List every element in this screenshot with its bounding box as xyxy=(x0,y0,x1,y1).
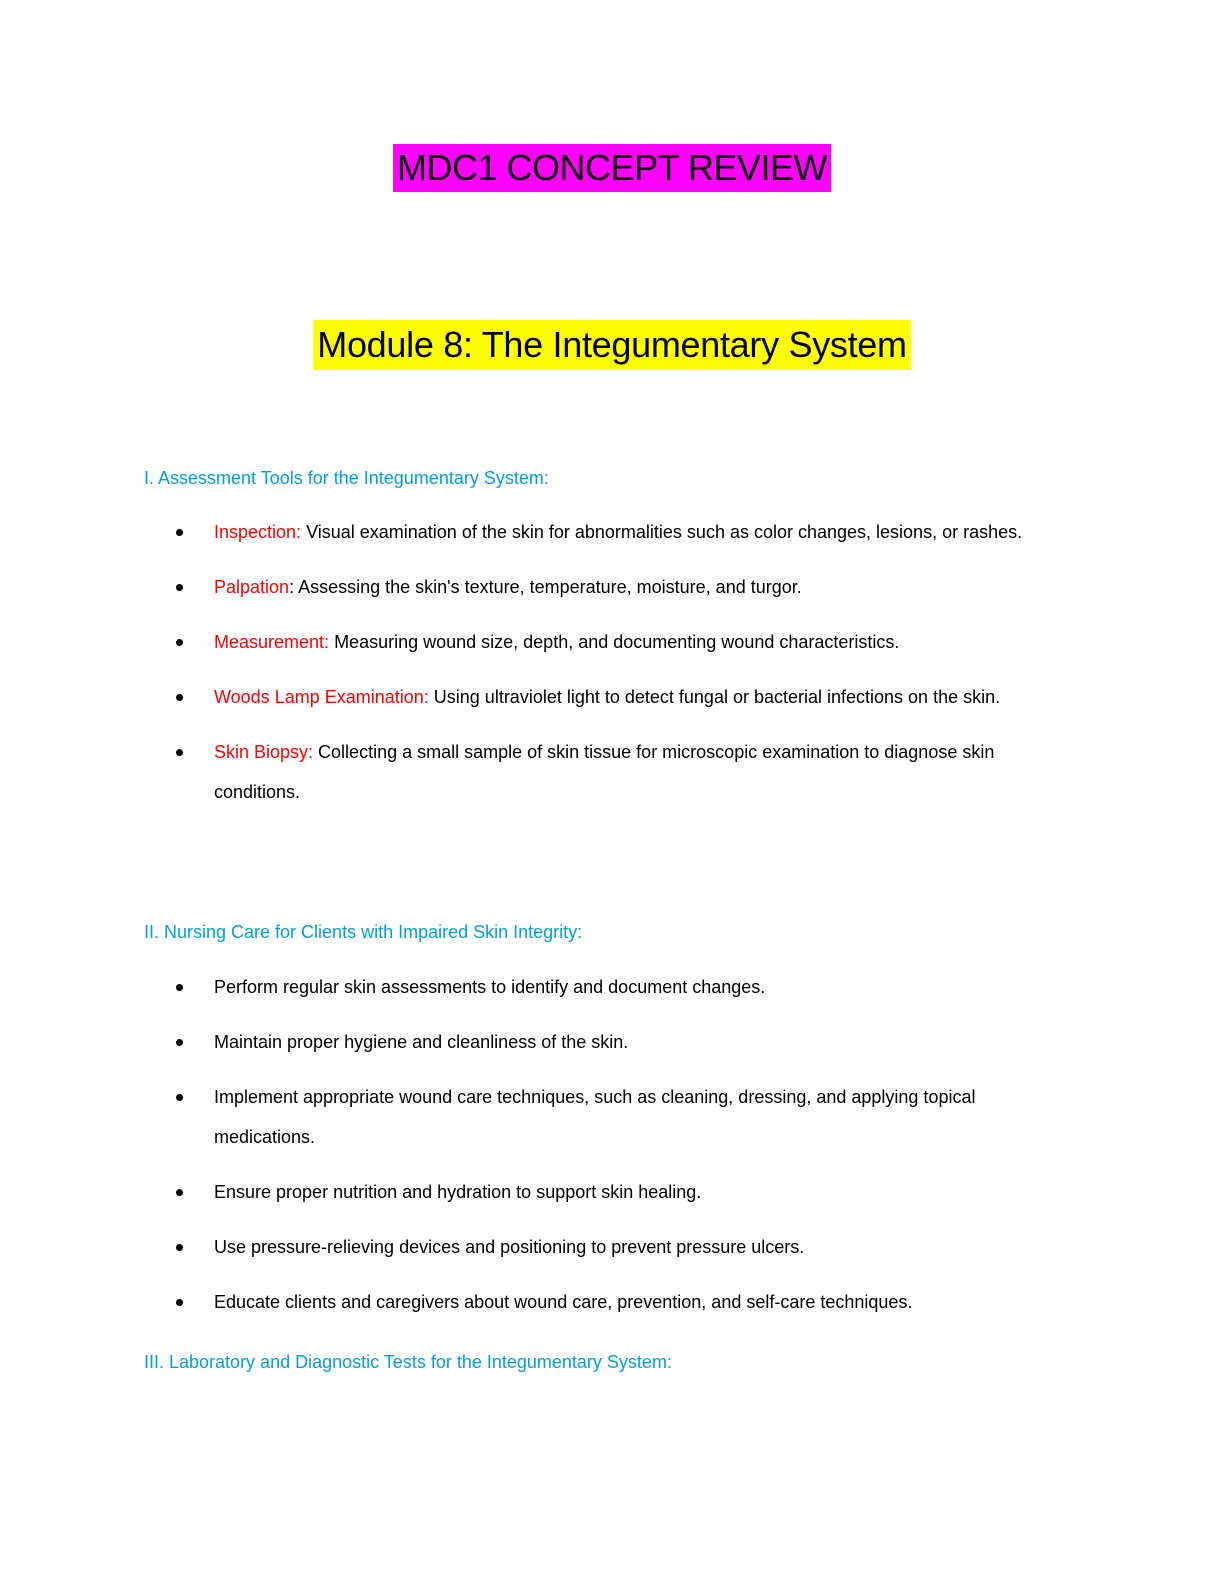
item-text: Collecting a small sample of skin tissue for microscopic examination to diagnose skin conditions. xyxy=(214,742,995,802)
bullet-icon xyxy=(176,984,183,991)
module-title: Module 8: The Integumentary System xyxy=(313,320,910,370)
bullet-icon xyxy=(176,694,183,701)
bullet-icon xyxy=(176,1189,183,1196)
bullet-icon xyxy=(176,749,183,756)
list-item xyxy=(174,1022,1074,1062)
item-text: Educate clients and caregivers about wound care, prevention, and self-care techniques. xyxy=(214,1292,913,1312)
document-title: MDC1 CONCEPT REVIEW xyxy=(393,144,831,192)
list-item xyxy=(174,967,1074,1007)
list-item xyxy=(174,512,1074,552)
term-label: Woods Lamp Examination: xyxy=(214,687,429,707)
list-item xyxy=(174,1172,1074,1212)
term-label: Skin Biopsy: xyxy=(214,742,314,762)
assessment-tools-list xyxy=(174,512,1074,812)
nursing-care-list xyxy=(174,967,1074,1322)
item-text: : Assessing the skin's texture, temperature, moisture, and turgor. xyxy=(289,577,802,597)
item-text: Using ultraviolet light to detect fungal or bacterial infections on the skin. xyxy=(428,687,1001,707)
bullet-icon xyxy=(176,1039,183,1046)
section-heading-lab-tests: III. Laboratory and Diagnostic Tests for the Integumentary System: xyxy=(144,1352,672,1372)
list-item xyxy=(174,1077,1074,1157)
item-text: Implement appropriate wound care techniques, such as cleaning, dressing, and applying topical medications. xyxy=(214,1087,976,1147)
bullet-icon xyxy=(176,1094,183,1101)
item-text: Perform regular skin assessments to identify and document changes. xyxy=(214,977,766,997)
item-text: Measuring wound size, depth, and documenting wound characteristics. xyxy=(329,632,900,652)
list-item xyxy=(174,732,1074,812)
list-item xyxy=(174,1227,1074,1267)
module-title-wrap xyxy=(0,320,1224,370)
section-heading-nursing-care: II. Nursing Care for Clients with Impaired Skin Integrity: xyxy=(144,922,583,942)
section-heading-assessment-tools: I. Assessment Tools for the Integumentary System: xyxy=(144,468,549,488)
item-text: Maintain proper hygiene and cleanliness of the skin. xyxy=(214,1032,629,1052)
bullet-icon xyxy=(176,584,183,591)
list-item xyxy=(174,567,1074,607)
list-item xyxy=(174,677,1074,717)
list-item xyxy=(174,1282,1074,1322)
item-text: Ensure proper nutrition and hydration to support skin healing. xyxy=(214,1182,702,1202)
bullet-icon xyxy=(176,1299,183,1306)
term-label: Inspection: xyxy=(214,522,302,542)
bullet-icon xyxy=(176,639,183,646)
bullet-icon xyxy=(176,1244,183,1251)
list-item xyxy=(174,622,1074,662)
item-text: Use pressure-relieving devices and positioning to prevent pressure ulcers. xyxy=(214,1237,805,1257)
item-text: Visual examination of the skin for abnormalities such as color changes, lesions, or rashes. xyxy=(301,522,1023,542)
term-label: Measurement: xyxy=(214,632,330,652)
bullet-icon xyxy=(176,529,183,536)
document-title-wrap xyxy=(0,144,1224,192)
term-label: Palpation xyxy=(214,577,290,597)
